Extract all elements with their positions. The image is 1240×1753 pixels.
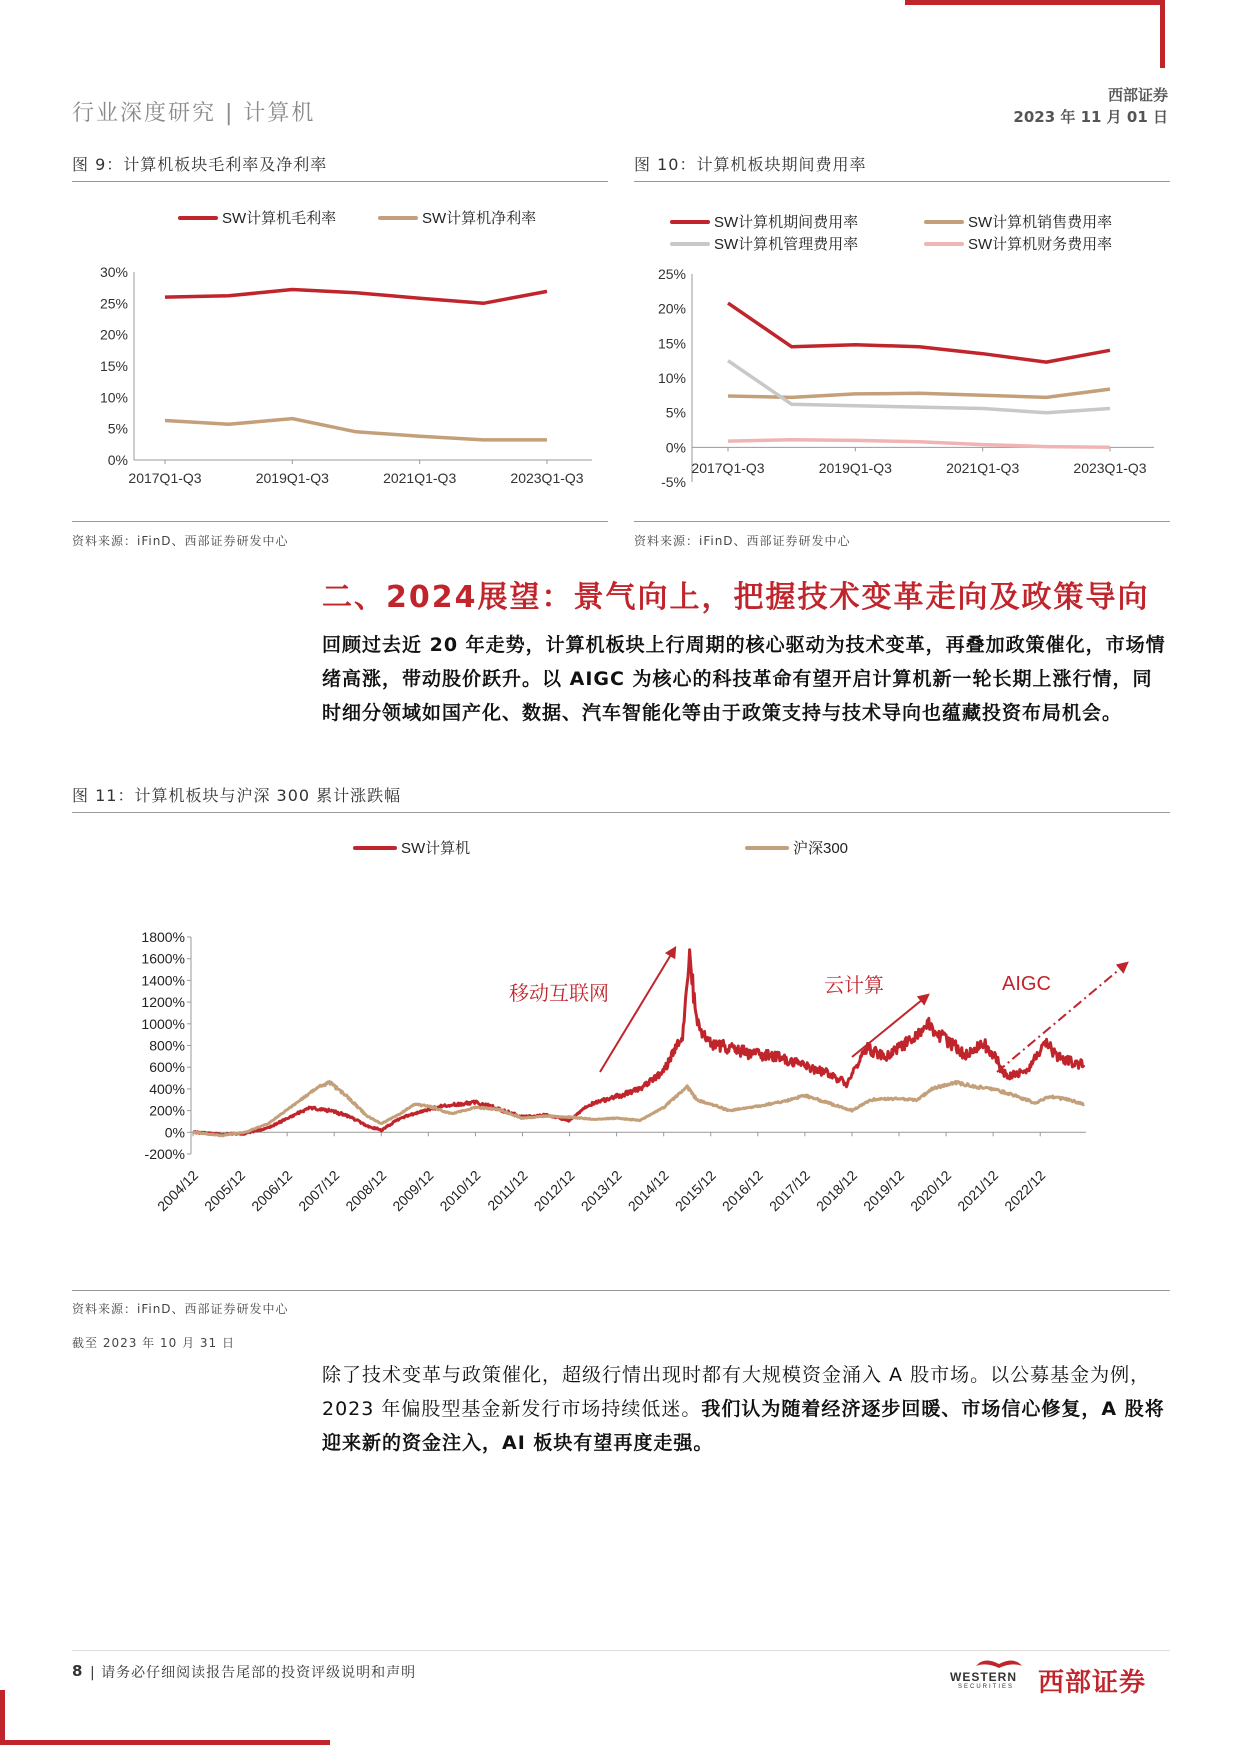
y-tick-label: -200%: [144, 1146, 185, 1162]
series-line: [728, 389, 1110, 397]
y-tick-label: 0%: [665, 439, 686, 456]
legend-label: SW计算机期间费用率: [714, 214, 859, 231]
x-tick-label: 2019/12: [860, 1167, 908, 1215]
y-tick-label: 1000%: [141, 1015, 185, 1032]
x-tick-label: 2010/12: [436, 1167, 484, 1215]
y-tick-label: 1800%: [141, 929, 185, 945]
fig11-cutoff: 截至 2023 年 10 月 31 日: [72, 1336, 235, 1350]
fig9-source: 资料来源：iFinD、西部证券研发中心: [72, 534, 289, 548]
x-tick-label: 2016/12: [718, 1167, 766, 1215]
fig11-chart: [72, 820, 1170, 1270]
fig10-title: 图 10：计算机板块期间费用率: [634, 155, 867, 174]
legend-label: 沪深300: [793, 840, 849, 857]
footer-logo: [950, 1656, 1170, 1696]
y-tick-label: 15%: [99, 358, 128, 374]
x-tick-label: 2017Q1-Q3: [128, 470, 202, 486]
fig11-source: 资料来源：iFinD、西部证券研发中心: [72, 1302, 289, 1316]
legend-label: SW计算机: [401, 840, 471, 857]
x-tick-label: 2006/12: [248, 1167, 296, 1215]
header-date: 2023 年 11 月 01 日: [1013, 108, 1168, 126]
fig10-source: 资料来源：iFinD、西部证券研发中心: [634, 534, 851, 548]
y-tick-label: 1400%: [141, 972, 185, 989]
series-line: [193, 950, 1084, 1135]
fig9-top-rule: [72, 181, 608, 182]
x-tick-label: 2023Q1-Q3: [510, 470, 584, 486]
y-tick-label: 0%: [164, 1124, 185, 1141]
y-tick-label: 400%: [149, 1080, 185, 1097]
x-tick-label: 2014/12: [624, 1167, 672, 1215]
closing-paragraph-normal: 除了技术变革与政策催化，超级行情出现时都有大规模资金涌入 A 股市场。以公募基金为例， 2023 年偏股型基金新发行市场持续低迷。: [322, 1364, 1151, 1420]
y-tick-label: 30%: [99, 264, 128, 280]
fig10-top-rule: [634, 181, 1170, 182]
x-tick-label: 2017/12: [765, 1167, 814, 1215]
legend-label: SW计算机管理费用率: [714, 236, 859, 253]
footer-page-number: 8: [72, 1662, 83, 1680]
series-line: [728, 440, 1110, 448]
arrow-mobile-internet: [600, 948, 675, 1072]
x-tick-label: 2019Q1-Q3: [818, 460, 892, 476]
x-tick-label: 2004/12: [154, 1167, 202, 1215]
y-tick-label: -5%: [661, 474, 686, 490]
y-tick-label: 1600%: [141, 950, 185, 967]
y-tick-label: 25%: [99, 295, 128, 312]
series-line: [728, 361, 1110, 413]
footer-rule: [72, 1650, 1170, 1651]
x-tick-label: 2012/12: [530, 1167, 578, 1215]
y-tick-label: 200%: [149, 1102, 185, 1119]
footer-logo-en-sub: SECURITIES: [958, 1684, 1015, 1690]
fig9-bottom-rule: [72, 521, 608, 522]
closing-paragraph: [322, 1358, 1170, 1460]
section-paragraph: [322, 628, 1170, 730]
footer-disclaimer: | 请务必仔细阅读报告尾部的投资评级说明和声明: [90, 1665, 417, 1681]
x-tick-label: 2019Q1-Q3: [255, 470, 329, 486]
y-tick-label: 5%: [107, 420, 128, 437]
legend-label: SW计算机净利率: [422, 210, 537, 227]
annotation-mobile-internet: 移动互联网: [509, 983, 609, 1005]
x-tick-label: 2013/12: [577, 1167, 625, 1215]
y-tick-label: 20%: [99, 326, 128, 343]
header-breadcrumb: 行业深度研究 | 计算机: [72, 101, 316, 126]
y-tick-label: 15%: [657, 335, 686, 352]
top-red-bar: [905, 0, 1165, 5]
y-tick-label: 20%: [657, 300, 686, 317]
x-tick-label: 2023Q1-Q3: [1073, 460, 1147, 476]
x-tick-label: 2015/12: [671, 1167, 719, 1215]
y-tick-label: 10%: [99, 389, 128, 406]
fig11-bottom-rule: [72, 1290, 1170, 1291]
top-red-vert: [1160, 0, 1165, 68]
x-tick-label: 2020/12: [907, 1167, 955, 1215]
x-tick-label: 2007/12: [295, 1167, 343, 1215]
annotation-aigc: AIGC: [1002, 973, 1051, 995]
section-heading: 二、2024展望：景气向上，把握技术变革走向及政策导向: [322, 580, 1150, 615]
series-line: [165, 290, 547, 304]
y-tick-label: 25%: [657, 266, 686, 282]
annotation-cloud: 云计算: [824, 975, 884, 997]
fig10-bottom-rule: [634, 521, 1170, 522]
x-tick-label: 2011/12: [484, 1167, 531, 1214]
fig9-chart: [72, 190, 608, 510]
footer-logo-cn: 西部证券: [1038, 1668, 1147, 1698]
legend-label: SW计算机销售费用率: [968, 214, 1113, 231]
bottom-red-vert: [0, 1690, 5, 1745]
bottom-red-bar: [0, 1740, 330, 1745]
fig9-title: 图 9：计算机板块毛利率及净利率: [72, 155, 328, 174]
header-company: 西部证券: [1107, 86, 1168, 104]
footer-logo-en: WESTERN: [950, 1670, 1017, 1684]
y-tick-label: 600%: [149, 1059, 185, 1076]
fig11-title: 图 11：计算机板块与沪深 300 累计涨跌幅: [72, 786, 402, 805]
y-tick-label: 5%: [665, 404, 686, 421]
legend-label: SW计算机毛利率: [222, 210, 337, 227]
y-tick-label: 0%: [107, 452, 128, 468]
x-tick-label: 2021Q1-Q3: [383, 470, 457, 486]
x-tick-label: 2021Q1-Q3: [946, 460, 1020, 476]
series-line: [728, 303, 1110, 362]
x-tick-label: 2018/12: [812, 1167, 861, 1215]
series-line: [165, 419, 547, 440]
x-tick-label: 2009/12: [389, 1167, 437, 1215]
arrow-cloud: [852, 995, 928, 1057]
x-tick-label: 2008/12: [342, 1167, 390, 1215]
x-tick-label: 2021/12: [954, 1167, 1002, 1215]
y-tick-label: 800%: [149, 1037, 185, 1054]
x-tick-label: 2017Q1-Q3: [691, 460, 765, 476]
x-tick-label: 2022/12: [1001, 1167, 1049, 1215]
fig11-top-rule: [72, 812, 1170, 813]
section-paragraph-text: 回顾过去近 20 年走势，计算机板块上行周期的核心驱动为技术变革，再叠加政策催化，市场情绪高涨，带动股价跃升。以 AIGC 为核心的科技革命有望开启计算机新一轮长期上涨行情，同时细分领域如国产化、数据、汽车智能化等由于政策支持与技术导向也蕴藏投资布局机会。: [322, 634, 1166, 724]
x-tick-label: 2005/12: [201, 1167, 249, 1215]
y-tick-label: 10%: [657, 370, 686, 386]
legend-label: SW计算机财务费用率: [968, 236, 1113, 253]
fig10-chart: [634, 190, 1170, 510]
y-tick-label: 1200%: [141, 994, 185, 1011]
closing-paragraph-bold: 我们认为随着经济逐步回暖、市场信心修复，A 股将迎来新的资金注入，AI 板块有望再度走强。: [322, 1398, 1165, 1454]
